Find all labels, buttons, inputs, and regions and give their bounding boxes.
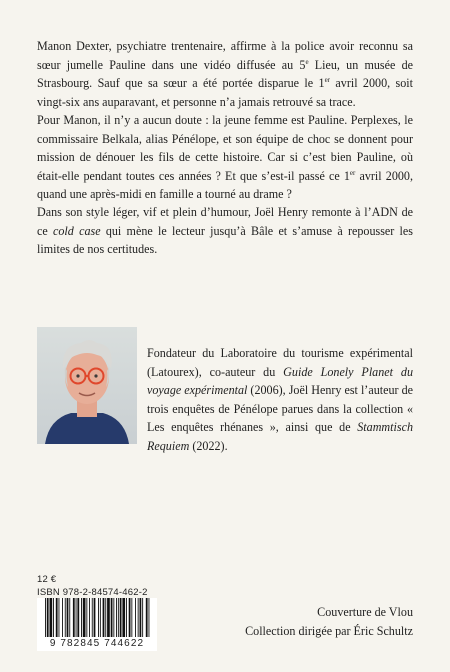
barcode-bar — [45, 598, 46, 638]
barcode-bar — [56, 598, 58, 638]
author-bio — [147, 344, 413, 456]
barcode-bar — [142, 598, 143, 638]
p2-text-a: Pour Manon, il n’y a aucun doute : la jeune femme est Pauline. Perplexes, le commissaire Belkala, alias Pénélope, et son équipe de choc se donnent pour mission de dénouer les fils de cette histoire. Car si c’est bien Pauline, où était-elle pendant toutes ces années ? Et que s’est-il passé ce 1 — [37, 113, 413, 183]
p3-italic: cold case — [53, 223, 101, 238]
barcode-bar — [149, 598, 150, 638]
isbn: ISBN 978-2-84574-462-2 — [37, 587, 148, 598]
bio-italic-title: Stammtisch Requiem — [147, 420, 413, 453]
collection-credit: Collection dirigée par Éric Schultz — [245, 624, 413, 638]
barcode-bar — [76, 598, 77, 638]
barcode-bar — [103, 598, 105, 638]
p2-sup-a: er — [349, 168, 356, 177]
barcode-bar — [98, 598, 99, 638]
barcode-bar — [126, 598, 127, 638]
barcode-bar — [59, 598, 60, 638]
barcode-bar — [86, 598, 87, 638]
bio-text-c: (2022). — [189, 438, 228, 453]
barcode-bar — [116, 598, 117, 638]
barcode-bar — [129, 598, 131, 638]
synopsis-paragraph-1 — [37, 37, 413, 111]
price: 12 € — [37, 574, 57, 585]
p1-text-b: Lieu, un musée de Strasbourg. Sauf que sa sœur a été portée disparue le 1 — [37, 57, 413, 91]
cover-credit: Couverture de Vlou — [317, 605, 413, 619]
synopsis-paragraph-3 — [37, 203, 413, 259]
barcode-bar — [100, 598, 101, 638]
barcode-bar — [146, 598, 148, 638]
barcode-bars — [37, 598, 157, 640]
p3-text-a: Dans son style léger, vif et plein d’humour, Joël Henry remonte à l’ADN de ce — [37, 205, 413, 238]
barcode-bar — [67, 598, 69, 638]
barcode-bar — [122, 598, 125, 638]
p1-sup-b: er — [324, 76, 331, 85]
barcode-bar — [105, 598, 106, 638]
barcode-bar — [138, 598, 139, 638]
barcode-digits: 9 782845 744622 — [37, 637, 157, 651]
barcode-bar — [50, 598, 53, 638]
barcode-bar — [65, 598, 66, 638]
bio-italic-guide: Guide Lonely Planet du voyage expérimental — [147, 364, 413, 398]
author-photo — [37, 327, 137, 444]
barcode-bar — [77, 598, 79, 638]
barcode-bar — [120, 598, 122, 638]
author-portrait-illustration — [37, 327, 137, 444]
p1-sup-a: e — [305, 57, 309, 66]
synopsis-paragraph-2 — [37, 111, 413, 204]
barcode-bar — [118, 598, 119, 638]
barcode-bar — [69, 598, 70, 638]
p3-text-b: qui mène le lecteur jusqu’à Bâle et s’amuse à repousser les limites de nos certitudes. — [37, 223, 413, 257]
barcode-bar — [89, 598, 90, 638]
barcode-bar — [47, 598, 49, 638]
p1-text-c: avril 2000, soit vingt-six ans auparavant, et personne n’a jamais retrouvé sa trace. — [37, 76, 413, 109]
barcode-bar — [81, 598, 82, 638]
barcode-bar — [53, 598, 54, 638]
p2-text-b: avril 2000, quand une après-midi en famille a tourné au drame ? — [37, 168, 414, 202]
barcode-bar — [62, 598, 63, 638]
barcode-bar — [113, 598, 114, 638]
bio-text-a: Fondateur du Laboratoire du tourisme expérimental (Latourex), co-auteur du — [147, 346, 413, 379]
barcode-bar — [73, 598, 75, 638]
barcode-bar — [135, 598, 136, 638]
barcode-bar — [92, 598, 93, 638]
bio-text-b: (2006), Joël Henry est l’auteur de trois enquêtes de Pénélope parues dans la collection « Les enquêtes rhénanes », ainsi que de — [147, 383, 413, 435]
barcode-bar — [111, 598, 113, 638]
barcode-bar — [94, 598, 96, 638]
barcode-bar — [107, 598, 110, 638]
barcode-bar — [131, 598, 132, 638]
barcode-bar — [140, 598, 142, 638]
barcode-bar — [83, 598, 86, 638]
p1-text-a: Manon Dexter, psychiatre trentenaire, affirme à la police avoir reconnu sa sœur jumelle Pauline dans une vidéo diffusée au 5 — [37, 39, 413, 72]
